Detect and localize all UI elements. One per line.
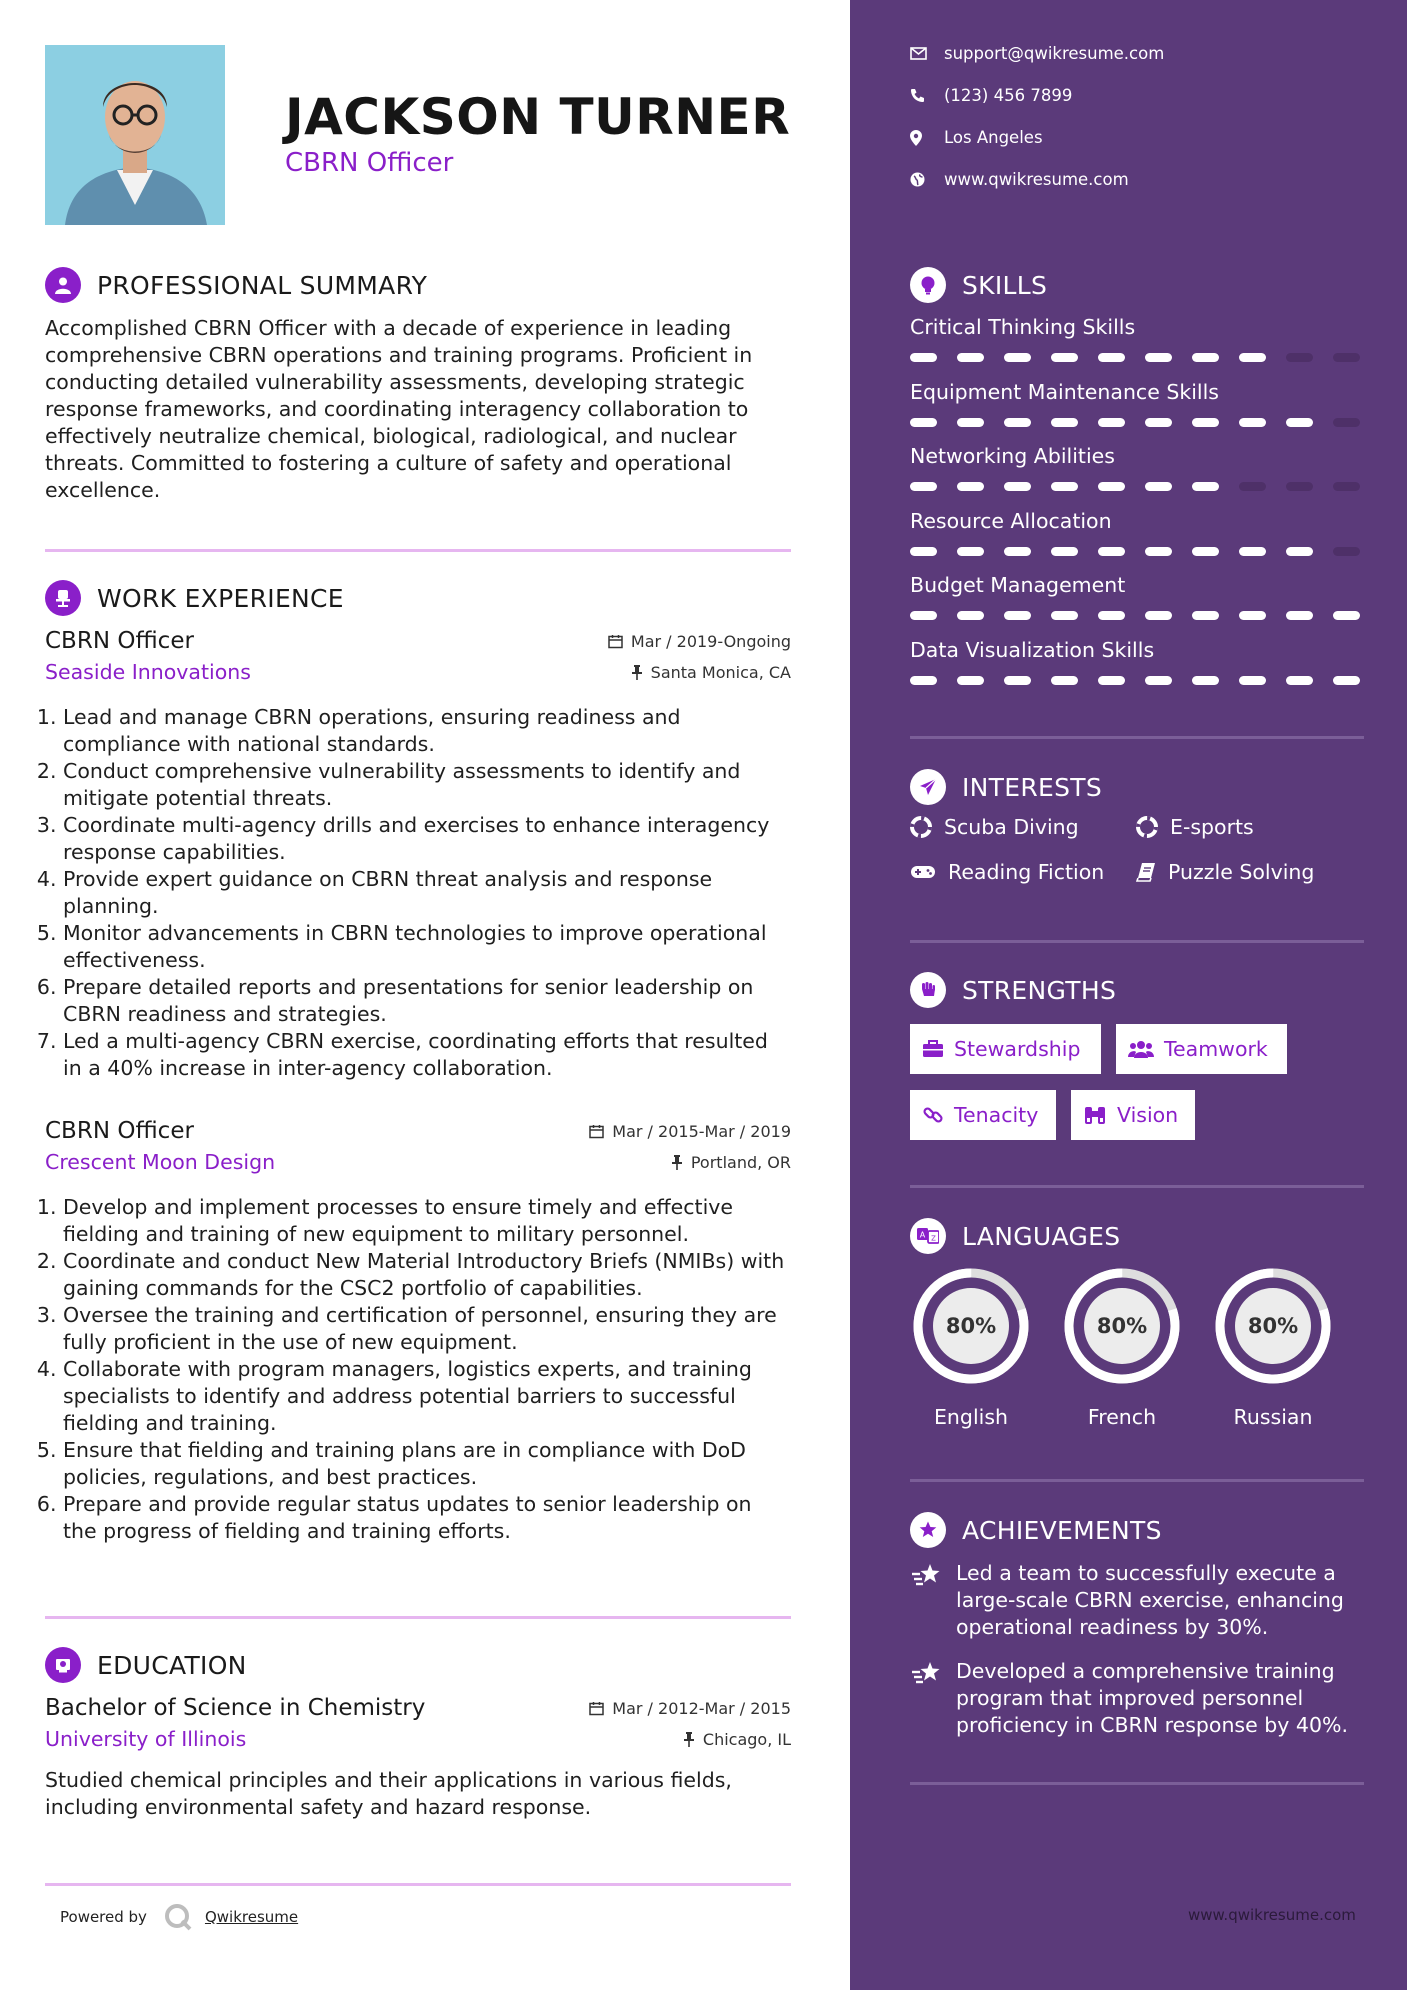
skill-dash <box>910 611 937 620</box>
interest-item: E-sports <box>1136 815 1254 839</box>
skill-name: Equipment Maintenance Skills <box>910 379 1219 404</box>
list-item: 7. Led a multi-agency CBRN exercise, coordinating efforts that resulted in a 40% increase in inter-agency collaboration. <box>63 1028 791 1082</box>
interest-item: Reading Fiction <box>910 860 1104 884</box>
education-text: Studied chemical principles and their applications in various fields, including environmental safety and hazard response. <box>45 1768 732 1819</box>
skill-dash <box>1192 676 1219 685</box>
skill-dash <box>1286 547 1313 556</box>
contact-location: Los Angeles <box>910 128 1043 147</box>
skill-level-bar <box>910 418 1370 427</box>
skill-dash <box>1192 418 1219 427</box>
skill-dash <box>1145 611 1172 620</box>
strength-tag: Teamwork <box>1116 1024 1287 1074</box>
skill-dash <box>1286 418 1313 427</box>
skill-dash <box>1004 611 1031 620</box>
skill-dash <box>1051 353 1078 362</box>
interests-heading: INTERESTS <box>910 769 1102 805</box>
pin-icon <box>631 665 643 680</box>
users-icon <box>1128 1040 1154 1058</box>
contact-phone: (123) 456 7899 <box>910 86 1072 105</box>
skill-dash <box>910 482 937 491</box>
skill-name: Critical Thinking Skills <box>910 315 1136 339</box>
graduate-icon <box>45 1647 81 1683</box>
job-title: CBRN Officer <box>45 628 194 654</box>
skill-dash <box>1192 482 1219 491</box>
achievements-heading: ACHIEVEMENTS <box>910 1512 1162 1548</box>
skills-heading: SKILLS <box>910 267 1047 303</box>
language-percent: 80% <box>1096 1314 1148 1338</box>
skill-dash <box>1004 482 1031 491</box>
calendar-icon <box>589 1124 604 1139</box>
job-location: Santa Monica, CA <box>631 663 791 682</box>
lightbulb-icon <box>910 267 946 303</box>
language-name: Russian <box>1233 1405 1313 1429</box>
fist-icon <box>910 972 946 1008</box>
skill-dash <box>1286 353 1313 362</box>
interest-item: Puzzle Solving <box>1136 860 1314 884</box>
skill-dash <box>910 547 937 556</box>
shooting-star-icon <box>910 1562 942 1588</box>
skill-item <box>910 638 1370 685</box>
skill-item <box>910 315 1370 362</box>
skill-dash <box>1333 482 1360 491</box>
summary-text: Accomplished CBRN Officer with a decade of experience in leading comprehensive CBRN operations and training programs. Proficient in conducting detailed vulnerability assessments, developing strategic response frameworks, and coordinating interagency collaboration to effectively neutralize chemical, biological, radiological, and nuclear threats. Committed to fostering a culture of safety and operational excellence. <box>45 316 753 502</box>
globe-icon <box>910 172 925 187</box>
section-divider <box>910 1185 1364 1188</box>
job-entry <box>45 1118 791 1545</box>
skill-dash <box>1333 418 1360 427</box>
powered-by: Powered by Qwikresume <box>60 1902 298 1932</box>
strength-tag: Tenacity <box>910 1090 1056 1140</box>
language-progress-ring <box>910 1265 1032 1387</box>
language-percent: 80% <box>1247 1314 1299 1338</box>
skill-dash <box>1004 353 1031 362</box>
skill-dash <box>1333 353 1360 362</box>
interest-item: Scuba Diving <box>910 815 1079 839</box>
envelope-icon <box>910 47 927 60</box>
section-divider <box>45 1616 791 1619</box>
list-item: 3. Coordinate multi-agency drills and exercises to enhance interagency response capabilities. <box>63 812 791 866</box>
contact-website: www.qwikresume.com <box>910 170 1129 189</box>
lifebuoy-icon <box>910 816 932 838</box>
skill-name: Data Visualization Skills <box>910 637 1155 662</box>
skill-dash <box>1333 547 1360 556</box>
skill-dash <box>1239 418 1266 427</box>
shooting-star-icon <box>910 1660 942 1686</box>
skill-dash <box>957 676 984 685</box>
skill-dash <box>957 547 984 556</box>
list-item: 4. Collaborate with program managers, logistics experts, and training specialists to identify and address potential barriers to successful fielding and training. <box>63 1356 791 1437</box>
list-item: 1. Lead and manage CBRN operations, ensuring readiness and compliance with national standards. <box>63 704 791 758</box>
language-name: English <box>933 1405 1009 1429</box>
svg-text:A: A <box>919 1230 926 1240</box>
sidebar <box>850 0 1407 1990</box>
list-item: 5. Ensure that fielding and training plans are in compliance with DoD policies, regulations, and best practices. <box>63 1437 791 1491</box>
skill-level-bar <box>910 547 1370 556</box>
pin-icon <box>671 1155 683 1170</box>
paper-plane-icon <box>910 769 946 805</box>
list-item: 5. Monitor advancements in CBRN technologies to improve operational effectiveness. <box>63 920 791 974</box>
skill-dash <box>1333 676 1360 685</box>
skill-dash <box>1098 482 1125 491</box>
star-badge-icon <box>910 1512 946 1548</box>
skill-dash <box>1286 676 1313 685</box>
strength-tag: Vision <box>1071 1090 1195 1140</box>
book-icon <box>1136 862 1156 882</box>
section-divider <box>910 940 1364 943</box>
languages-heading: A Z LANGUAGES <box>910 1218 1120 1254</box>
education-heading: EDUCATION <box>45 1647 247 1683</box>
strengths-heading: STRENGTHS <box>910 972 1116 1008</box>
skill-dash <box>957 418 984 427</box>
section-divider <box>910 736 1364 739</box>
skill-level-bar <box>910 611 1370 620</box>
skill-dash <box>1051 611 1078 620</box>
skill-dash <box>1239 611 1266 620</box>
skill-level-bar <box>910 353 1370 362</box>
language-name: French <box>1087 1405 1157 1429</box>
skill-dash <box>1192 611 1219 620</box>
company-name: Crescent Moon Design <box>45 1150 276 1174</box>
footer-website[interactable]: www.qwikresume.com <box>1188 1906 1356 1924</box>
skill-name: Resource Allocation <box>910 508 1112 533</box>
skill-dash <box>1239 676 1266 685</box>
lifebuoy-icon <box>1136 816 1158 838</box>
language-progress-ring <box>1061 1265 1183 1387</box>
language-item <box>1212 1265 1334 1429</box>
skill-dash <box>1192 353 1219 362</box>
section-divider <box>45 549 791 552</box>
language-item <box>910 1265 1032 1429</box>
skill-dash <box>1051 676 1078 685</box>
skill-dash <box>957 353 984 362</box>
skill-dash <box>1098 418 1125 427</box>
skill-dash <box>1051 418 1078 427</box>
list-item: 2. Conduct comprehensive vulnerability assessments to identify and mitigate potential threats. <box>63 758 791 812</box>
job-title: CBRN Officer <box>45 1118 194 1144</box>
skill-dash <box>1239 353 1266 362</box>
qwikresume-link[interactable]: Qwikresume <box>204 1908 299 1926</box>
link-icon <box>922 1104 944 1126</box>
list-item: 6. Prepare and provide regular status updates to senior leadership on the progress of fielding and training efforts. <box>63 1491 791 1545</box>
skill-item <box>910 444 1370 491</box>
skill-level-bar <box>910 482 1370 491</box>
achievement-item: Developed a comprehensive training program that improved personnel proficiency in CBRN response by 40%. <box>910 1658 1380 1739</box>
skill-item <box>910 573 1370 620</box>
calendar-icon <box>589 1701 604 1716</box>
calendar-icon <box>608 634 623 649</box>
skill-dash <box>1145 353 1172 362</box>
skill-dash <box>1098 676 1125 685</box>
list-item: 6. Prepare detailed reports and presentations for senior leadership on CBRN readiness and strategies. <box>63 974 791 1028</box>
skill-item <box>910 380 1370 427</box>
skill-dash <box>1192 547 1219 556</box>
strength-tag: Stewardship <box>910 1024 1101 1074</box>
skill-dash <box>1286 611 1313 620</box>
duty-list <box>45 704 791 1082</box>
skill-dash <box>910 676 937 685</box>
skill-dash <box>957 611 984 620</box>
company-name: Seaside Innovations <box>45 660 251 684</box>
skill-dash <box>1004 547 1031 556</box>
skill-dash <box>1239 482 1266 491</box>
skill-dash <box>1145 418 1172 427</box>
section-divider <box>910 1479 1364 1482</box>
skill-dash <box>1098 547 1125 556</box>
skill-dash <box>910 353 937 362</box>
user-icon <box>45 267 81 303</box>
summary-heading: PROFESSIONAL SUMMARY <box>45 267 427 303</box>
candidate-name: JACKSON TURNER <box>285 88 791 146</box>
list-item: 4. Provide expert guidance on CBRN threat analysis and response planning. <box>63 866 791 920</box>
chair-icon <box>45 580 81 616</box>
skill-dash <box>1145 676 1172 685</box>
profile-photo <box>45 45 225 225</box>
translate-icon <box>910 1218 946 1254</box>
skill-name: Budget Management <box>910 573 1126 597</box>
school-name: University of Illinois <box>45 1727 247 1751</box>
skill-dash <box>957 482 984 491</box>
skill-dash <box>1051 547 1078 556</box>
skill-dash <box>1098 611 1125 620</box>
briefcase-icon <box>922 1040 944 1058</box>
skill-dash <box>1004 418 1031 427</box>
section-divider <box>910 1782 1364 1785</box>
skill-dash <box>1239 547 1266 556</box>
job-dates: Mar / 2015-Mar / 2019 <box>589 1122 791 1141</box>
language-progress-ring <box>1212 1265 1334 1387</box>
list-item: 1. Develop and implement processes to ensure timely and effective fielding and training of new equipment to military personnel. <box>63 1194 791 1248</box>
education-entry <box>45 1695 791 1821</box>
language-percent: 80% <box>945 1314 997 1338</box>
skill-dash <box>1098 353 1125 362</box>
section-divider <box>45 1883 791 1886</box>
job-entry <box>45 628 791 1082</box>
candidate-title: CBRN Officer <box>285 148 454 178</box>
qwikresume-logo-icon <box>163 1902 193 1932</box>
experience-heading: WORK EXPERIENCE <box>45 580 344 616</box>
skill-dash <box>1145 547 1172 556</box>
degree-title: Bachelor of Science in Chemistry <box>45 1695 426 1721</box>
skill-level-bar <box>910 676 1370 685</box>
map-marker-icon <box>910 130 922 146</box>
education-location: Chicago, IL <box>683 1730 791 1749</box>
list-item: 3. Oversee the training and certification of personnel, ensuring they are fully proficient in the use of new equipment. <box>63 1302 791 1356</box>
skill-dash <box>910 418 937 427</box>
skill-dash <box>1286 482 1313 491</box>
skill-name: Networking Abilities <box>910 444 1115 468</box>
achievement-item: Led a team to successfully execute a large-scale CBRN exercise, enhancing operational readiness by 30%. <box>910 1560 1380 1641</box>
phone-icon <box>910 88 925 103</box>
list-item: 2. Coordinate and conduct New Material Introductory Briefs (NMIBs) with gaining commands for the CSC2 portfolio of capabilities. <box>63 1248 791 1302</box>
duty-list <box>45 1194 791 1545</box>
skill-dash <box>1145 482 1172 491</box>
job-location: Portland, OR <box>671 1153 791 1172</box>
gamepad-icon <box>910 864 936 880</box>
skill-dash <box>1051 482 1078 491</box>
binoculars-icon <box>1083 1105 1107 1125</box>
skill-dash <box>1004 676 1031 685</box>
language-item <box>1061 1265 1183 1429</box>
pin-icon <box>683 1732 695 1747</box>
education-dates: Mar / 2012-Mar / 2015 <box>589 1699 791 1718</box>
job-dates: Mar / 2019-Ongoing <box>608 632 791 651</box>
svg-text:Z: Z <box>931 1234 936 1243</box>
contact-email: support@qwikresume.com <box>910 44 1164 63</box>
skill-item <box>910 509 1370 556</box>
skill-dash <box>1333 611 1360 620</box>
